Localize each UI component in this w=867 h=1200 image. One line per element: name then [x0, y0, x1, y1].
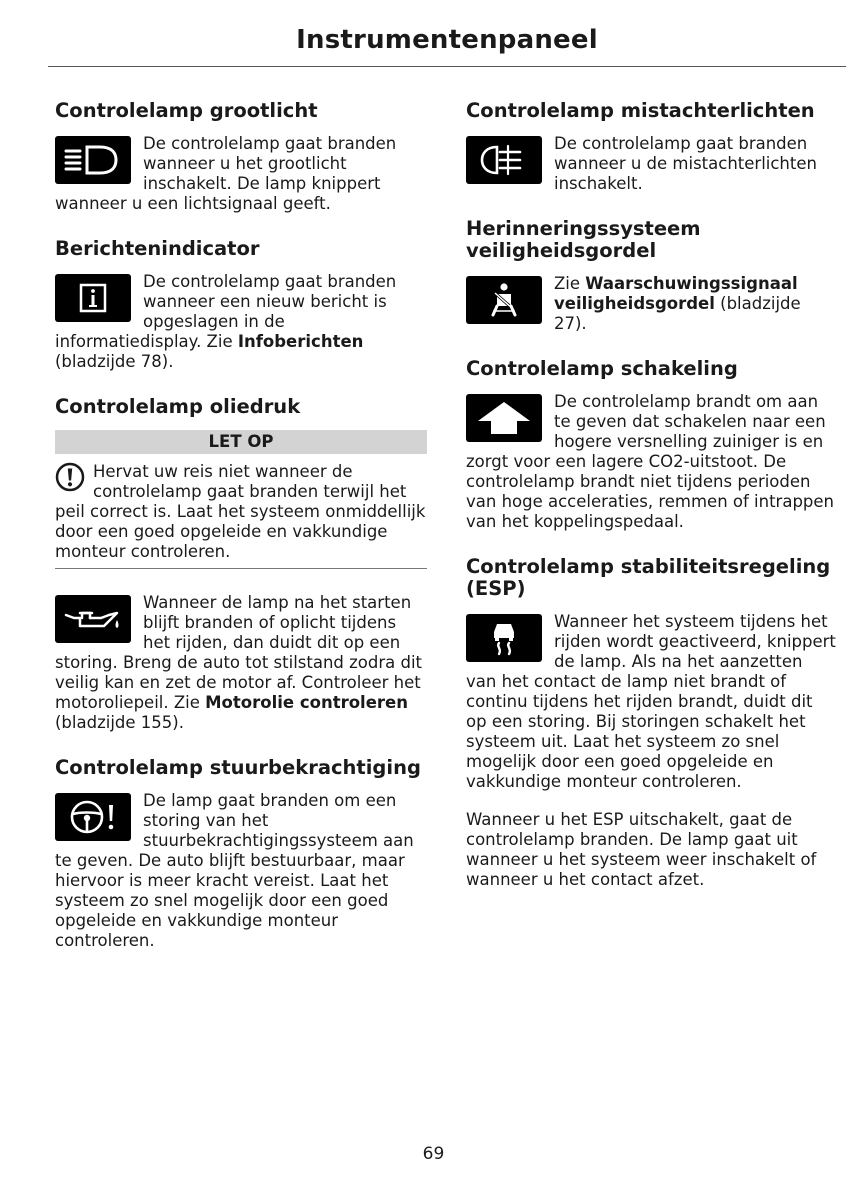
- page-title: Instrumentenpaneel: [296, 25, 598, 55]
- section-text: De controlelamp brandt om aan te geven dat schakelen naar een hogere versnelling zuiniger is en zorgt voor een lagere CO2-uitstoot. De controlelamp brandt niet tijdens perioden van hoge acceleraties, remmen of intrappen van het koppelingspedaal.: [466, 392, 835, 531]
- warning-block: [55, 462, 427, 569]
- cross-reference-infoberichten[interactable]: Infoberichten: [237, 332, 364, 351]
- section-message-indicator: [55, 238, 427, 372]
- cross-reference-motorolie[interactable]: Motorolie controleren: [205, 693, 408, 712]
- right-column: [466, 100, 838, 914]
- rear-fog-icon: [466, 136, 542, 184]
- section-power-steering: [55, 757, 427, 951]
- section-high-beam: [55, 100, 427, 214]
- section-title: Controlelamp grootlicht: [55, 99, 318, 122]
- shift-up-arrow-icon: [466, 394, 542, 442]
- esp-skid-icon: [466, 614, 542, 662]
- exclamation-circle-icon: [55, 462, 85, 492]
- section-title: Controlelamp schakeling: [466, 357, 738, 380]
- section-seatbelt-reminder: [466, 218, 838, 334]
- warning-text: Hervat uw reis niet wanneer de controlelamp gaat branden terwijl het peil correct is. Laat het systeem onmiddellijk door een goed opgeleide en vakkundige monteur controleren.: [55, 462, 426, 561]
- high-beam-icon: [55, 136, 131, 184]
- section-title: Controlelamp stuurbekrachtiging: [55, 756, 421, 779]
- section-text: Wanneer de lamp na het starten blijft branden of oplicht tijdens het rijden, dan duidt dit op een storing. Breng de auto tot stilstand zodra dit veilig kan en zet de motor af. Controleer het motoroliepeil. Zie Motorolie controleren (bladzijde 155).: [55, 593, 423, 732]
- section-title: Controlelamp mistachterlichten: [466, 99, 815, 122]
- section-esp: [466, 556, 838, 890]
- section-text: De lamp gaat branden om een storing van het stuurbekrachtigingssysteem aan te geven. De auto blijft bestuurbaar, maar hiervoor is meer kracht vereist. Laat het systeem zo snel mogelijk door een goed opgeleide en vakkundige monteur controleren.: [55, 791, 414, 950]
- seatbelt-icon: [466, 276, 542, 324]
- section-text: Zie Waarschuwingssignaal veiligheidsgordel (bladzijde 27).: [554, 274, 801, 333]
- section-rear-fog: [466, 100, 838, 194]
- section-title: Herinneringssysteem veiligheidsgordel: [466, 217, 701, 262]
- section-title: Controlelamp oliedruk: [55, 395, 301, 418]
- left-column: [55, 100, 427, 975]
- info-icon: [55, 274, 131, 322]
- cross-reference-waarschuwingssignaal[interactable]: Waarschuwingssignaal veiligheidsgordel: [554, 274, 798, 313]
- section-oil-pressure: [55, 396, 427, 733]
- section-text: Wanneer het systeem tijdens het rijden wordt geactiveerd, knippert de lamp. Als na het aanzetten van het contact de lamp niet brandt of continu tijdens het rijden brandt, duidt dit op een storing. Bij storingen schakelt het systeem uit. Laat het systeem zo snel mogelijk door een goed opgeleide en vakkundige monteur controleren.: [466, 612, 836, 791]
- oil-can-icon: [55, 595, 131, 643]
- notice-bar: LET OP: [55, 430, 427, 454]
- section-text: De controlelamp gaat branden wanneer u de mistachterlichten inschakelt.: [554, 134, 817, 193]
- steering-wheel-warning-icon: [55, 793, 131, 841]
- section-text: De controlelamp gaat branden wanneer een nieuw bericht is opgeslagen in de informatiedisplay. Zie Infoberichten (bladzijde 78).: [55, 272, 397, 371]
- section-text-secondary: Wanneer u het ESP uitschakelt, gaat de controlelamp branden. De lamp gaat uit wanneer u het systeem weer inschakelt of wanneer u het contact afzet.: [466, 810, 817, 889]
- section-title: Controlelamp stabiliteitsregeling (ESP): [466, 555, 831, 600]
- section-title: Berichtenindicator: [55, 237, 260, 260]
- section-shift-indicator: [466, 358, 838, 532]
- page-header: [48, 22, 846, 67]
- section-text: De controlelamp gaat branden wanneer u het grootlicht inschakelt. De lamp knippert wanneer u een lichtsignaal geeft.: [55, 134, 397, 213]
- page-number: 69: [422, 1144, 445, 1164]
